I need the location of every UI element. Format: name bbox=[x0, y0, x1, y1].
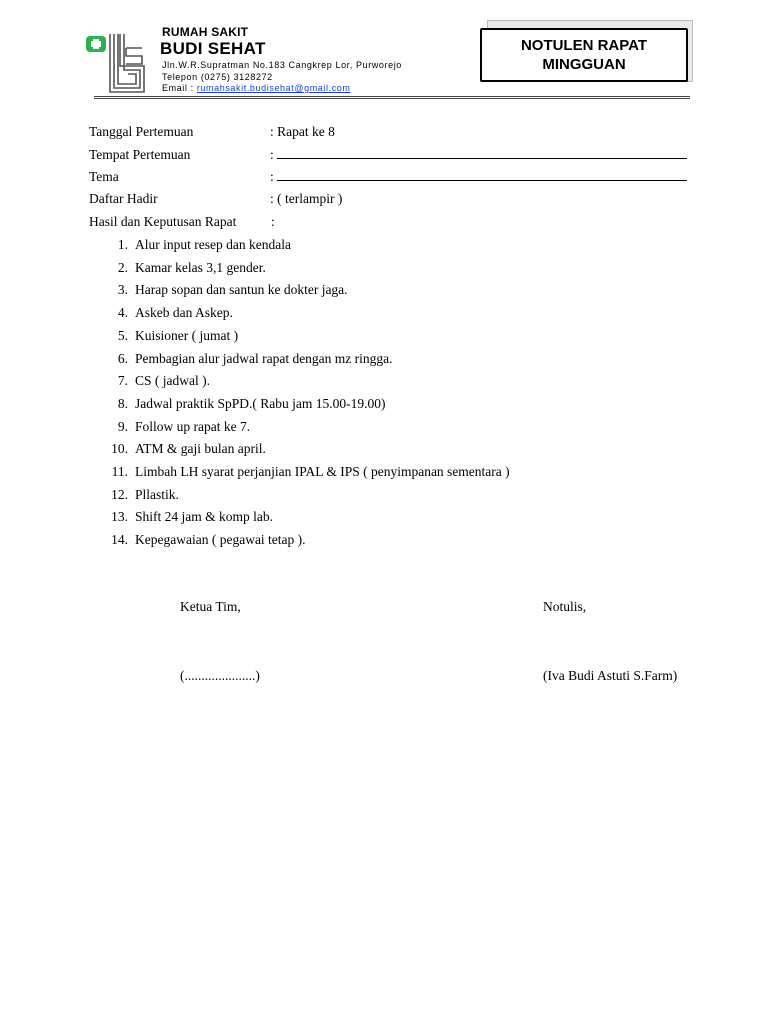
list-item-text: CS ( jadwal ). bbox=[135, 373, 210, 389]
list-item-number: 5. bbox=[117, 327, 128, 343]
meeting-date-label: Tanggal Pertemuan bbox=[89, 124, 194, 139]
list-item-text: Askeb dan Askep. bbox=[135, 305, 233, 321]
document-title-box bbox=[480, 28, 688, 82]
list-item-text: Kamar kelas 3,1 gender. bbox=[135, 259, 266, 275]
meeting-theme-value: : bbox=[270, 169, 274, 184]
meeting-results-label: Hasil dan Keputusan Rapat bbox=[89, 214, 237, 229]
hospital-address: Jln.W.R.Supratman No.183 Cangkrep Lor, Purworejo bbox=[162, 60, 402, 70]
list-item-number: 12. bbox=[111, 486, 128, 502]
list-item-number: 14. bbox=[111, 532, 128, 548]
list-item-number: 11. bbox=[111, 464, 128, 479]
list-item-text: Limbah LH syarat perjanjian IPAL & IPS ( penyimpanan sementara ) bbox=[135, 464, 510, 479]
list-item-number: 1. bbox=[117, 237, 128, 252]
meeting-date-value: : Rapat ke 8 bbox=[270, 124, 335, 139]
signature-left-name: (.....................) bbox=[180, 668, 260, 683]
meeting-theme-value-wrap bbox=[270, 169, 687, 185]
meeting-place-value-wrap bbox=[270, 147, 687, 163]
list-item-number: 8. bbox=[117, 395, 128, 411]
list-item-text: Alur input resep dan kendala bbox=[135, 237, 291, 252]
meeting-attendance-value: : ( terlampir ) bbox=[270, 191, 343, 206]
meeting-place-blank-line bbox=[277, 147, 687, 159]
list-item-text: Shift 24 jam & komp lab. bbox=[135, 509, 273, 525]
hospital-phone: Telepon (0275) 3128272 bbox=[162, 72, 273, 82]
list-item-number: 4. bbox=[117, 305, 128, 321]
meeting-theme-blank-line bbox=[277, 169, 687, 181]
list-item-number: 13. bbox=[111, 509, 128, 525]
list-item-text: Kuisioner ( jumat ) bbox=[135, 327, 239, 343]
meeting-place-label: Tempat Pertemuan bbox=[89, 147, 191, 162]
meeting-results-value: : bbox=[271, 214, 275, 229]
list-item-text: Follow up rapat ke 7. bbox=[135, 418, 251, 434]
meeting-place-value: : bbox=[270, 147, 274, 162]
list-item-text: ATM & gaji bulan april. bbox=[135, 441, 266, 457]
list-item-number: 7. bbox=[117, 373, 128, 389]
list-item-number: 10. bbox=[111, 441, 128, 457]
meeting-theme-label: Tema bbox=[89, 169, 119, 184]
header-divider bbox=[94, 96, 690, 101]
list-item-text: Pllastik. bbox=[135, 486, 179, 502]
list-item-number: 2. bbox=[117, 259, 128, 275]
document-title-line1: NOTULEN RAPAT bbox=[520, 37, 648, 54]
list-item-text: Harap sopan dan santun ke dokter jaga. bbox=[135, 282, 348, 298]
list-item-text: Pembagian alur jadwal rapat dengan mz ringga. bbox=[135, 350, 393, 366]
email-label: Email : bbox=[162, 83, 197, 93]
signature-right-name: (Iva Budi Astuti S.Farm) bbox=[543, 668, 678, 683]
hospital-email-line bbox=[162, 83, 351, 93]
list-item-text: Kepegawaian ( pegawai tetap ). bbox=[135, 532, 306, 548]
hospital-name: BUDI SEHAT bbox=[160, 39, 266, 58]
hospital-logo-icon bbox=[84, 28, 156, 100]
list-item-number: 9. bbox=[117, 418, 128, 434]
meeting-attendance-label: Daftar Hadir bbox=[89, 191, 158, 206]
signature-right-title: Notulis, bbox=[543, 599, 587, 614]
email-link[interactable]: rumahsakit.budisehat@gmail.com bbox=[196, 83, 351, 93]
list-item-text: Jadwal praktik SpPD.( Rabu jam 15.00-19.00) bbox=[135, 395, 386, 411]
document-title-line2: MINGGUAN bbox=[542, 56, 626, 73]
hospital-type: RUMAH SAKIT bbox=[162, 25, 249, 39]
list-item-number: 3. bbox=[117, 282, 128, 298]
list-item-number: 6. bbox=[117, 350, 128, 366]
signature-left-title: Ketua Tim, bbox=[180, 599, 241, 614]
